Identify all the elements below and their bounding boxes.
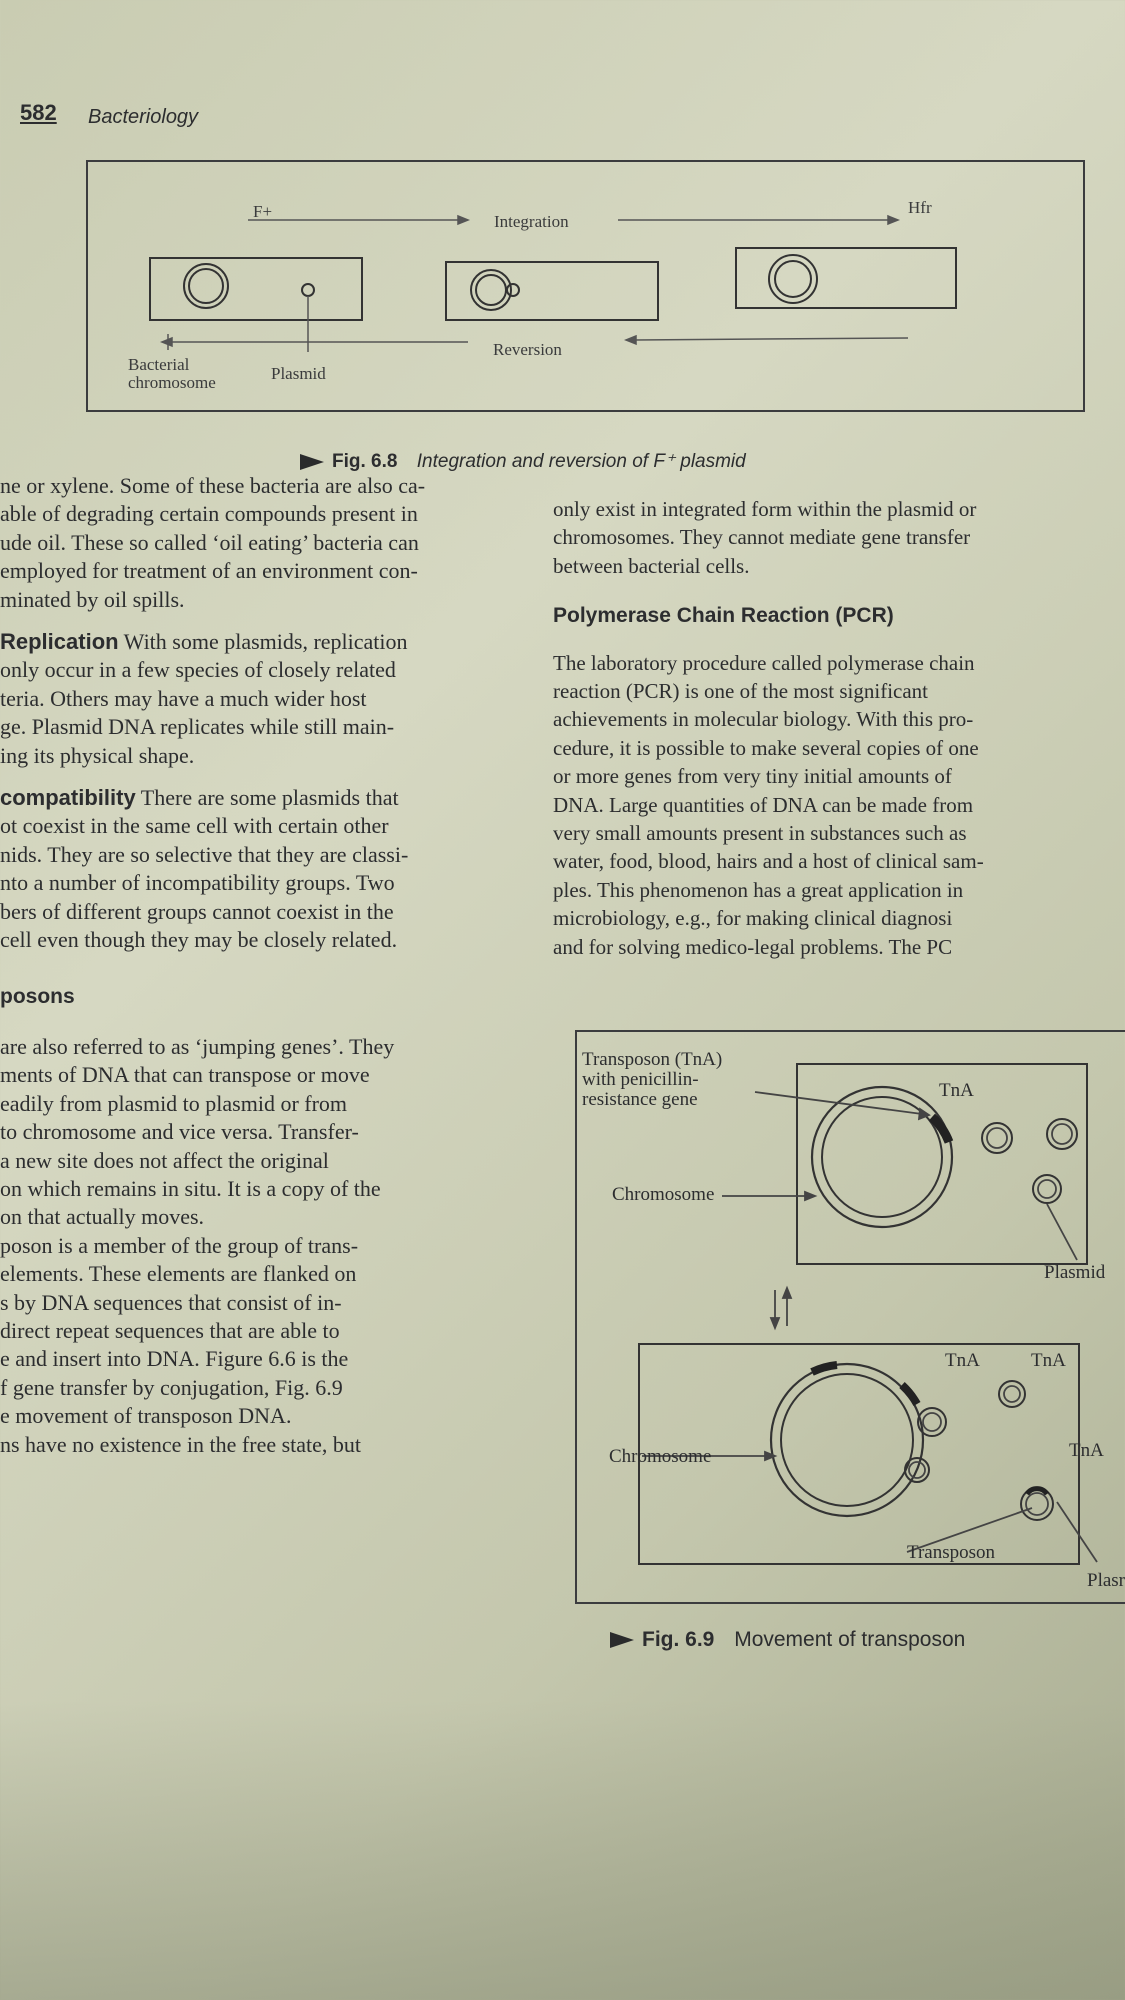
right-column	[553, 495, 1125, 961]
running-head: Bacteriology	[88, 106, 199, 128]
text-line: bers of different groups cannot coexist in the	[0, 898, 394, 924]
text-line: only exist in integrated form within the plasmid or	[553, 497, 977, 521]
page-shadow	[0, 1700, 1125, 2000]
replication-heading: Replication	[0, 629, 119, 655]
text-line: chromosomes. They cannot mediate gene transfer	[553, 525, 971, 550]
tna-label-b2: TnA	[1031, 1350, 1066, 1371]
chromosome-label-bottom: Chromosome	[609, 1446, 712, 1467]
text-line: employed for treatment of an environment con-	[0, 558, 418, 584]
text-line: ments of DNA that can transpose or move	[0, 1062, 370, 1088]
bacterial-chromosome-line1: Bacterial	[128, 355, 190, 374]
fig68-caption-number: Fig. 6.8	[332, 451, 398, 472]
text-line: There are some plasmids that	[135, 785, 399, 811]
f-plus-label: F+	[253, 202, 273, 221]
fig69-diagram	[577, 1032, 1125, 1602]
bacterial-chromosome-label	[128, 356, 216, 392]
text-line: and for solving medico-legal problems. The PC	[553, 934, 953, 959]
plasmid-label-bottom: Plasr	[1087, 1570, 1125, 1591]
text-line: f gene transfer by conjugation, Fig. 6.9	[0, 1374, 343, 1400]
page-number: 582	[20, 100, 57, 125]
incompat-para-line	[0, 784, 520, 812]
text-line: nids. They are so selective that they are classi-	[0, 841, 409, 867]
plasmid-label: Plasmid	[271, 364, 326, 383]
replication-para-line	[0, 628, 520, 656]
transposon-label-line2: with penicillin-	[582, 1069, 699, 1090]
text-line: on that actually moves.	[0, 1204, 205, 1230]
text-line: DNA. Large quantities of DNA can be made from	[553, 792, 974, 817]
text-line: The laboratory procedure called polymerase chain	[553, 650, 975, 675]
transposon-label-line1: Transposon (TnA)	[582, 1049, 723, 1070]
transposon-label-bottom: Transposon	[907, 1542, 995, 1563]
fig69-caption-text: Movement of transposon	[734, 1628, 966, 1651]
fig69-caption-number: Fig. 6.9	[642, 1628, 715, 1651]
text-line: water, food, blood, hairs and a host of clinical sam-	[553, 849, 984, 874]
text-line: e movement of transposon DNA.	[0, 1403, 292, 1429]
text-line: on which remains in situ. It is a copy of the	[0, 1175, 381, 1201]
text-line: eadily from plasmid to plasmid or from	[0, 1090, 348, 1116]
integration-label: Integration	[494, 212, 569, 231]
text-line: With some plasmids, replication	[118, 629, 408, 655]
tna-label-b3: TnA	[1069, 1440, 1104, 1461]
tna-label-top: TnA	[939, 1080, 974, 1101]
fig68-caption-text: Integration and reversion of F⁺ plasmid	[416, 451, 746, 472]
text-line: teria. Others may have a much wider host	[0, 685, 367, 711]
caption-arrow-icon	[300, 454, 324, 470]
text-line: a new site does not affect the original	[0, 1147, 329, 1173]
text-line: poson is a member of the group of trans-	[0, 1232, 359, 1258]
text-line: nto a number of incompatibility groups. Two	[0, 870, 395, 896]
text-line: ge. Plasmid DNA replicates while still main-	[0, 714, 395, 740]
text-line: ing its physical shape.	[0, 742, 195, 768]
text-line: to chromosome and vice versa. Transfer-	[0, 1119, 359, 1145]
incompatibility-heading: compatibility	[0, 785, 136, 811]
text-line: ude oil. These so called ‘oil eating’ bacteria can	[0, 529, 419, 555]
text-line: cedure, it is possible to make several copies of one	[553, 735, 979, 760]
text-line: are also referred to as ‘jumping genes’. They	[0, 1033, 395, 1059]
fig68-diagram	[88, 162, 1083, 410]
transposons-heading: posons	[0, 984, 75, 1008]
text-line: direct repeat sequences that are able to	[0, 1317, 340, 1343]
text-line: ot coexist in the same cell with certain other	[0, 813, 389, 839]
fig69-caption	[610, 1628, 965, 1652]
transposon-label-line3: resistance gene	[582, 1089, 698, 1110]
text-line: elements. These elements are flanked on	[0, 1261, 357, 1287]
plasmid-label-right: Plasmid	[1044, 1262, 1106, 1283]
text-line: achievements in molecular biology. With this pro-	[553, 707, 974, 732]
transposon-tna-label	[582, 1050, 722, 1110]
text-line: microbiology, e.g., for making clinical diagnosi	[553, 906, 953, 931]
hfr-label: Hfr	[908, 198, 932, 217]
figure-6-8	[86, 160, 1085, 412]
text-line: ne or xylene. Some of these bacteria are also ca-	[0, 473, 426, 498]
text-line: only occur in a few species of closely related	[0, 657, 396, 683]
text-line: able of degrading certain compounds present in	[0, 501, 418, 527]
pcr-heading: Polymerase Chain Reaction (PCR)	[553, 604, 894, 628]
text-line: ples. This phenomenon has a great application in	[553, 877, 964, 902]
reversion-label: Reversion	[493, 340, 562, 359]
text-line: e and insert into DNA. Figure 6.6 is the	[0, 1346, 349, 1372]
text-line: ns have no existence in the free state, but	[0, 1431, 362, 1457]
left-column	[0, 472, 520, 1459]
figure-6-9	[575, 1030, 1125, 1604]
tna-label-b1: TnA	[945, 1350, 980, 1371]
bacterial-chromosome-line2: chromosome	[128, 373, 216, 392]
text-line: minated by oil spills.	[0, 586, 185, 612]
text-line: between bacterial cells.	[553, 553, 750, 578]
text-line: very small amounts present in substances such as	[553, 821, 967, 846]
chromosome-label-top: Chromosome	[612, 1184, 715, 1205]
caption-arrow-icon	[610, 1632, 634, 1648]
text-line: reaction (PCR) is one of the most significant	[553, 679, 929, 704]
text-line: cell even though they may be closely related.	[0, 927, 398, 953]
text-line: s by DNA sequences that consist of in-	[0, 1289, 342, 1315]
text-line: or more genes from very tiny initial amounts of	[553, 764, 952, 789]
fig68-caption	[300, 450, 746, 473]
